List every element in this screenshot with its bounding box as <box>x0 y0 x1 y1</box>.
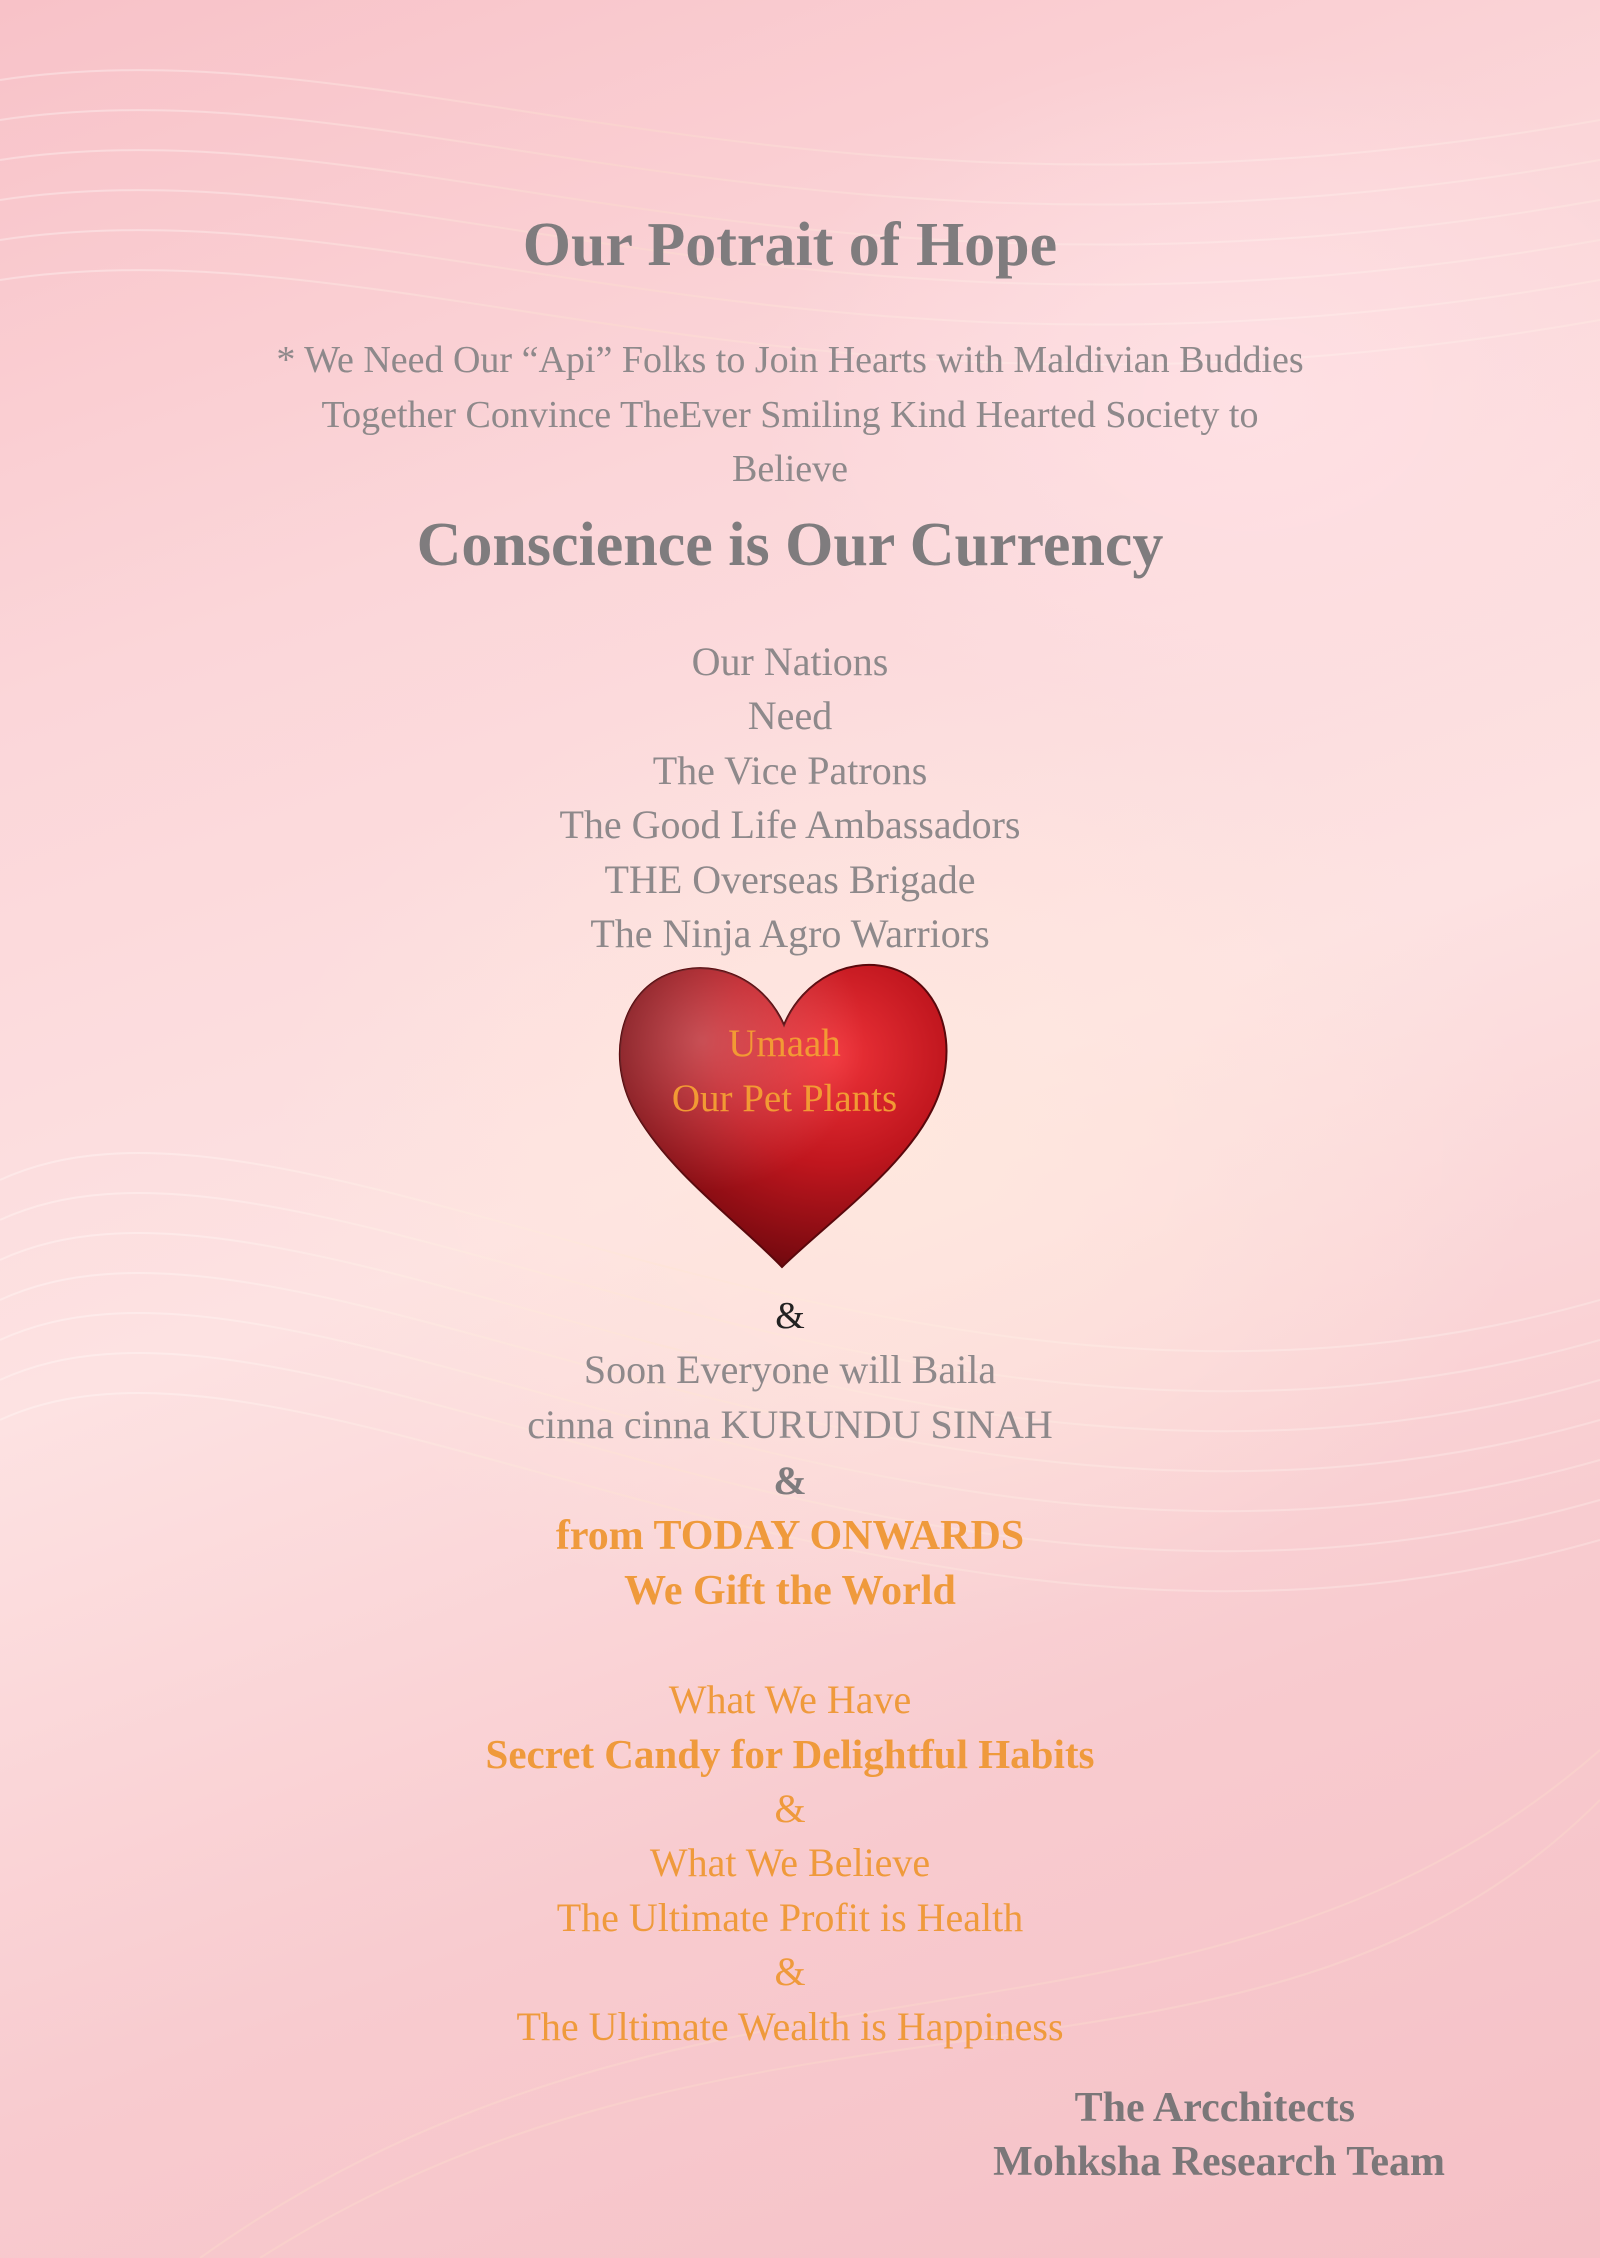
signature-line-2: Mohksha Research Team <box>993 2139 1445 2185</box>
song-line: cinna cinna KURUNDU SINAH <box>527 1402 1053 1447</box>
secret-candy-line: Secret Candy for Delightful Habits <box>485 1731 1095 1777</box>
today-onwards-line: from TODAY ONWARDS <box>555 1513 1025 1559</box>
list-item: The Good Life Ambassadors <box>559 802 1021 847</box>
list-item: Our Nations <box>691 639 889 684</box>
signature-line-1: The Arcchitects <box>1074 2085 1355 2131</box>
page-title: Our Potrait of Hope <box>522 211 1058 279</box>
list-item: The Ninja Agro Warriors <box>590 911 990 956</box>
ampersand: & <box>773 1458 807 1503</box>
list-item: THE Overseas Brigade <box>604 857 976 902</box>
intro-line-1: * We Need Our “Api” Folks to Join Hearts with Maldivian Buddies <box>276 339 1304 381</box>
ampersand: & <box>775 1295 805 1337</box>
what-we-have-line: What We Have <box>668 1677 912 1722</box>
baila-line: Soon Everyone will Baila <box>583 1347 997 1392</box>
ampersand: & <box>774 1949 806 1994</box>
intro-line-3: Believe <box>731 448 849 490</box>
profit-line: The Ultimate Profit is Health <box>556 1895 1024 1940</box>
wealth-line: The Ultimate Wealth is Happiness <box>516 2004 1064 2049</box>
heart-label-line-2: Our Pet Plants <box>671 1077 898 1120</box>
what-we-believe-line: What We Believe <box>649 1840 931 1885</box>
list-item: Need <box>747 693 833 738</box>
ampersand: & <box>774 1786 806 1831</box>
gift-world-line: We Gift the World <box>624 1568 956 1614</box>
heart-label-line-1: Umaah <box>728 1022 841 1065</box>
currency-heading: Conscience is Our Currency <box>416 511 1164 579</box>
list-item: The Vice Patrons <box>652 748 928 793</box>
intro-line-2: Together Convince TheEver Smiling Kind Hearted Society to <box>321 394 1259 436</box>
